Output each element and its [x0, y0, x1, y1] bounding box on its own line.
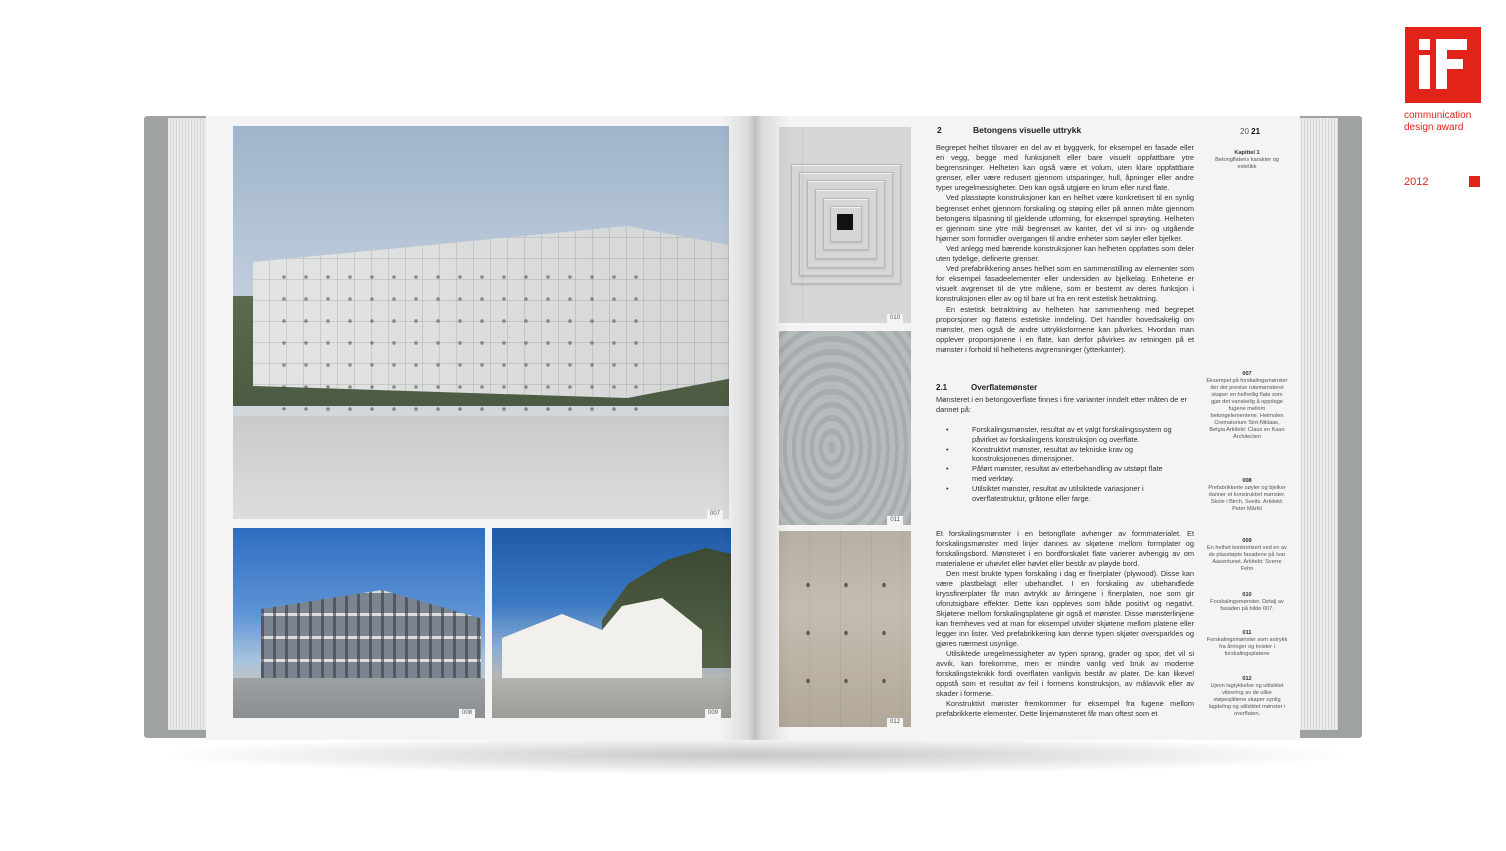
sidebar-chapter-sub: Betongflatens karakter og estetikk	[1215, 157, 1279, 170]
photo-concrete-layers	[779, 531, 911, 727]
section-title: Overflatemønster	[971, 383, 1038, 392]
book-shadow	[150, 735, 1360, 775]
body-text-formwork	[936, 529, 1194, 719]
caption-number: 009	[1242, 538, 1252, 544]
body-text-intro	[936, 143, 1194, 355]
caption-number: 008	[1242, 478, 1252, 484]
list-item: • Forskalingsmønster, resultat av et valgt forskalingssystem og påvirket av forskalingens konstruksjon og overflate.	[946, 425, 1176, 445]
caption-011	[1206, 630, 1288, 658]
paragraph: Ved anlegg med bærende konstruksjoner kan helheten oppfattes som deler uten tydelige, definerte grenser.	[936, 243, 1194, 264]
award-text	[1404, 110, 1471, 134]
caption-text: Eksempel på forskalingsmønster der det presise rutemønsteret skaper en helhetlig flate som gjør det vanskelig å oppdage fugene mellom betongelementene. Heimolen Crematorium Sint-Niklaas, Belgia Arkitekt: Claus en Kaan Architecten	[1206, 378, 1288, 440]
caption-number: 012	[1242, 676, 1252, 682]
photo-label-009: 009	[705, 709, 721, 718]
caption-number: 011	[1242, 630, 1252, 636]
photo-label-008: 008	[459, 709, 475, 718]
photo-label-010: 010	[887, 314, 903, 323]
list-item: • Konstruktivt mønster, resultat av tekniske krav og konstruksjonenes dimensjoner.	[946, 445, 1176, 465]
photo-wood-grain	[779, 331, 911, 525]
paragraph: Begrepet helhet tilsvarer en del av et byggverk, for eksempel en fasade eller en vegg, begge med funksjonelt eller bare visuelt oppfattbare ytre begrensninger. Helheten kan også være et volum, uten klare oppfattbare grenser, eller være redusert gjennom utsparinger, hull, åpninger eller andre typer uregelmessigheter. Den kan også utgjøre en krum eller rund flate.	[936, 143, 1194, 193]
caption-009	[1206, 538, 1288, 573]
award-year: 2012	[1404, 176, 1429, 188]
paragraph: Ved plasstøpte konstruksjoner kan en helhet være konkretisert til en synlig begrenset enhet gjennom forskaling og støping eller på annen måte gjennom betongens tilpasning til gjeldende utforming, for eksempel sprøyting. Helheten er gjennom sine ytre mål begrenset av kanter, det vil si inn- og utgående hjørner som formidler overgangen til andre enheter som søyler eller bjelker.	[936, 193, 1194, 243]
chapter-title: Betongens visuelle uttrykk	[973, 125, 1082, 135]
caption-number: 010	[1242, 592, 1252, 598]
caption-text: En helhet konkretisert ved en av de plasstøpte fasadene på Ivar Aasentunet. Arkitekt: Sverre Fehn	[1207, 545, 1287, 572]
photo-facade-detail	[779, 127, 911, 323]
section-number: 2.1	[936, 383, 948, 392]
photo-label-012: 012	[887, 718, 903, 727]
plaza	[492, 678, 731, 718]
photo-label-011: 011	[887, 516, 903, 525]
page-numbers	[1240, 127, 1260, 136]
photo-label-007: 007	[707, 510, 723, 519]
ground-plaza	[233, 416, 729, 519]
if-logo-mark	[1405, 27, 1481, 103]
caption-008	[1206, 478, 1288, 513]
caption-text: Forskalingsmønster. Detalj av fasaden på bilde 007.	[1210, 599, 1284, 612]
if-logo	[1405, 27, 1481, 103]
section-intro: Mønsteret i en betongoverflate finnes i fire varianter inndelt etter måten de er dannet på:	[936, 395, 1188, 414]
award-line-2: design award	[1404, 122, 1464, 133]
paragraph: Ved prefabrikkering anses helhet som en sammenstilling av elementer som for eksempel fasadeelementer eller undersiden av bjelkelag. Enhetene er visuelt avgrenset til de ytre målene, som er bestemt av deres funksjon i konstruksjonen eller av og til bare ut fra en rent estetisk betraktning.	[936, 264, 1194, 304]
school-building	[261, 590, 481, 685]
page-number-left: 20	[1240, 127, 1249, 136]
paragraph: Utilsiktede uregelmessigheter av typen sprang, grader og spor, det vil si avvik, kan forekomme, men er mindre vanlig ved bruk av moderne forskalingsteknikk fordi overflaten vanligvis består av plater. De kan likevel oppstå som et resultat av feil i formens konstruksjon, av mâlavvik eller av skader i formene.	[936, 649, 1194, 698]
award-line-1: communication	[1404, 110, 1472, 121]
paragraph: En estetisk betraktning av helheten har sammenheng med begrepet proporsjoner og flatens estetiske inndeling. Det handler hovedsakelig om mønster, men også de andre uttrykksformene kan påvirkes. Hvordan man opplever proporsjonene i en flate, kan derfor påvirkes av retningen på et mønster i forhold til helhetens avgrensninger (ytterkanter).	[936, 304, 1194, 354]
sidebar-chapter-label: Kapittel 1	[1234, 150, 1260, 156]
pattern-list	[946, 425, 1176, 503]
book-gutter	[720, 116, 790, 740]
photo-school	[233, 528, 485, 718]
caption-text: Prefabrikkerte søyler og bjelker danner et konstruktivt mønster. Skole i Birch, Sveits. Arkitekt: Peter Märkli	[1208, 485, 1286, 512]
road	[233, 678, 485, 718]
paragraph: Den mest brukte typen forskaling i dag er finerplater (plywood). Disse kan være plastbelagt eller ubehandlet. I en forskaling av ubehandlede kryssfinerplater får man avtrykk av årringene i finerplaten, noe som gir uforutsigbare effekter. Dette kan oppleves som både positivt og negativt. Skjøtene mellom forskalingsplatene gir også et mønster. Disse mønsterlinjene kan fremheves ved at man for eksempel utvider skjøtene mellom platene eller legger inn lister. Ved prefabrikkering kan denne typen skjøter oversparkles og gjøres nærmest usynlige.	[936, 569, 1194, 648]
page-number-right: 21	[1251, 127, 1261, 136]
caption-text: Forskalingsmønster som avtrykk fra årringer og kvister i forskalingsplatene	[1206, 637, 1288, 657]
photo-aasentunet	[492, 528, 731, 718]
award-square-icon	[1469, 176, 1480, 187]
tie-holes	[789, 561, 909, 701]
caption-012	[1206, 676, 1288, 718]
list-item: • Utilsiktet mønster, resultat av utilsiktede variasjoner i overflatestruktur, gråtone eller farge.	[946, 484, 1176, 504]
relief-hole	[837, 214, 853, 230]
caption-010	[1206, 592, 1288, 613]
paragraph: Konstruktivt mønster fremkommer for eksempel fra fugene mellom prefabrikkerte elementer. Dette linjemønsteret får man oftest som et	[936, 699, 1194, 718]
chapter-number: 2	[937, 125, 942, 135]
paragraph: Et forskalingsmønster i en betongflate avhenger av formmaterialet. Et forskalingsmønster med linjer dannes av skjøtene mellom formplater og forskalingsbord. Mønsteret i en bordforskalet flate varierer avhengig av om materialene er uhøvlet eller høvlet eller består av pløyde bord.	[936, 529, 1194, 568]
list-item: • Påført mønster, resultat av etterbehandling av utstøpt flate med verktøy.	[946, 464, 1176, 484]
sidebar-chapter	[1206, 150, 1288, 171]
white-building	[502, 598, 702, 678]
photo-crematorium	[233, 126, 729, 519]
caption-007	[1206, 371, 1288, 441]
facade-openings	[273, 266, 643, 416]
caption-number: 007	[1242, 371, 1252, 377]
caption-text: Ujevn lagtykkelse og utilsiktet vibrering av de ulike støpesjiktene skaper synlig lagdeling og utilsiktet mønster i overflaten.	[1208, 683, 1286, 717]
